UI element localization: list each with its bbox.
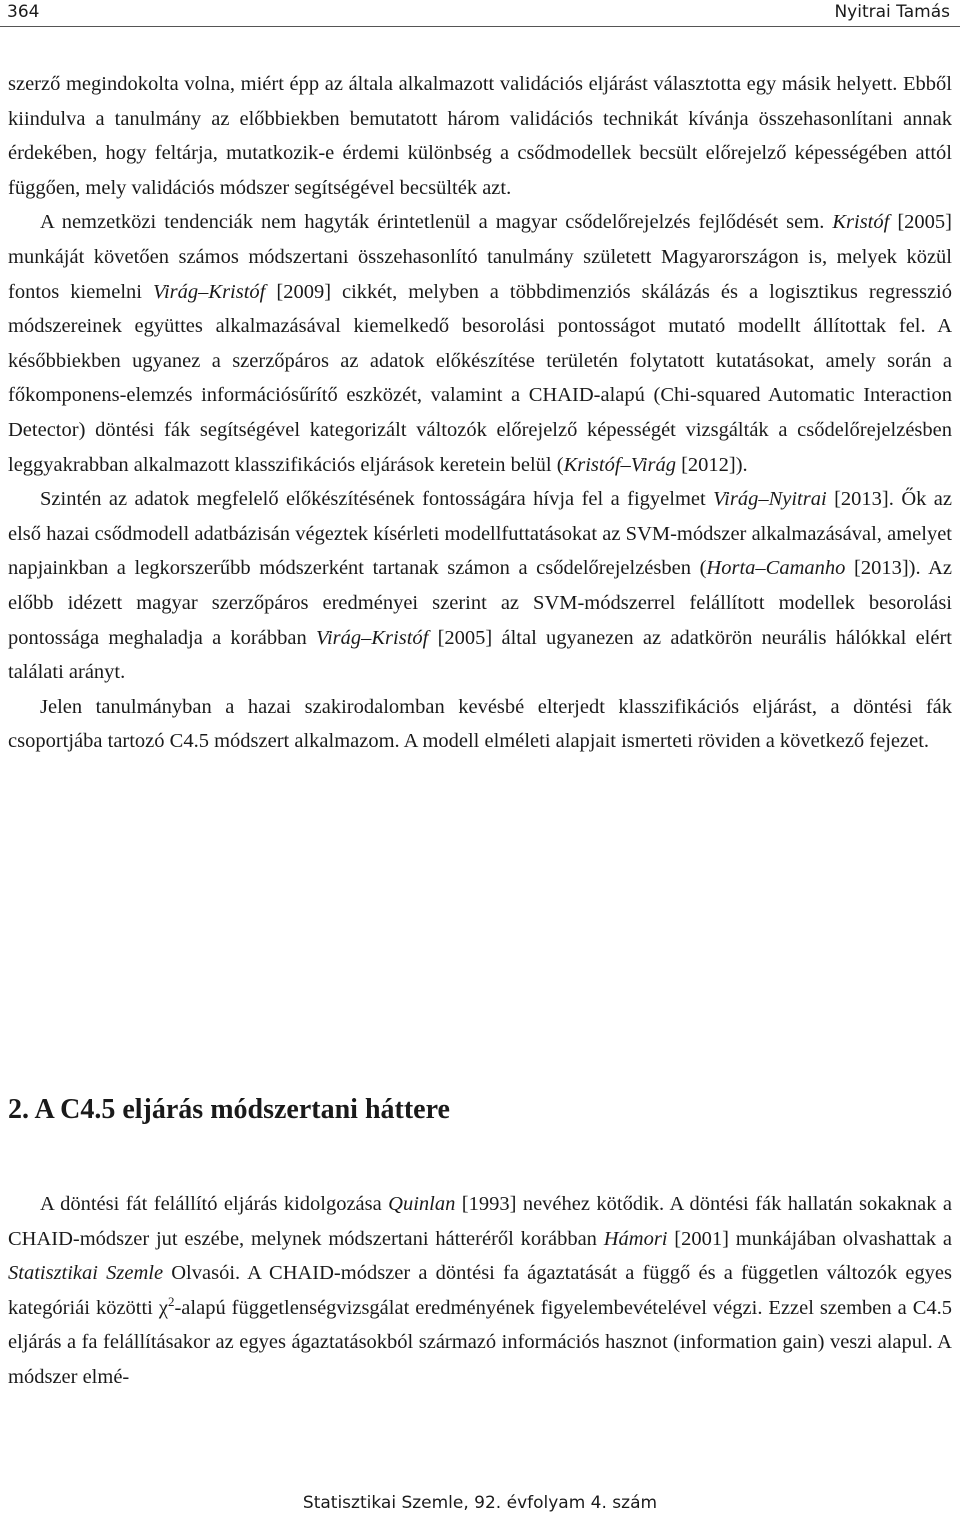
text-run: [2013]). Az előbb idézett magyar szerzőpáros eredményei szerint az SVM-módszerrel felállított modellek besorolási pontossága meghaladja a korábban (8, 557, 952, 649)
text-run: [2005] munkáját követően számos módszertani összehasonlító tanulmány született Magyarországon is, melyek közül fontos kiemelni (8, 211, 952, 303)
page-header (0, 0, 960, 27)
citation: Virág–Nyitrai (713, 488, 827, 511)
paragraph-3 (8, 482, 952, 690)
text-run: [2012]). (675, 453, 748, 476)
citation: Kristóf (832, 211, 890, 234)
text-run: [2001] munkájában olvashattak a (667, 1227, 952, 1250)
text-run: [2013]. Ők az első hazai csődmodell adatbázisán végeztek kísérleti modellfuttatásokat az SVM-módszer alkalmazásával, amelyet napjainkban a legkorszerűbb módszerként tartanak számon a csődelőrejelzésben ( (8, 488, 953, 580)
text-run: Olvasói. A CHAID-módszer a döntési fa ágaztatását a függő és a független változók egyes kategóriái közötti χ (8, 1262, 952, 1319)
text-run: [2009] cikkét, melyben a többdimenziós skálázás és a logisztikus regresszió módszereinek együttes alkalmazásával kiemelkedő besorolási pontosságot mutató modellt állítottak fel. A későbbiekben ugyanez a szerzőpáros az adatok előkészítése területén folytatott kutatásokat, amely során a főkomponens-elemzés információsűrítő eszközét, valamint a CHAID-alapú (Chi-squared Automatic Interaction Detector) döntési fák segítségével kategorizált változók előrejelző képességét vizsgálták a csődelőrejelzésben leggyakrabban alkalmazott klasszifikációs eljárások keretein belül ( (8, 280, 952, 476)
section-heading: 2. A C4.5 eljárás módszertani háttere (8, 1094, 450, 1125)
citation: Horta–Camanho (706, 557, 846, 580)
section-body (8, 1187, 952, 1395)
citation: Virág–Kristóf (315, 626, 429, 649)
running-author: Nyitrai Tamás (834, 2, 950, 22)
paragraph-2 (8, 205, 952, 482)
text-run: A nemzetközi tendenciák nem hagyták érintetlenül a magyar csődelőrejelzés fejlődését sem. (40, 211, 833, 234)
superscript: 2 (167, 1293, 175, 1309)
paragraph-5 (8, 1187, 952, 1395)
page-footer: Statisztikai Szemle, 92. évfolyam 4. szám (302, 1493, 658, 1513)
citation: Virág–Kristóf (152, 280, 266, 303)
text-run: A döntési fát felállító eljárás kidolgozása (40, 1193, 389, 1215)
citation: Hámori (603, 1227, 668, 1250)
text-run: [2005] által ugyanezen az adatkörön neurális hálókkal elért találati arányt. (8, 626, 952, 684)
citation: Kristóf–Virág (563, 453, 676, 476)
text-run: Szintén az adatok megfelelő előkészítésének fontosságára hívja fel a figyelmet (40, 488, 714, 511)
article-body (8, 67, 952, 759)
text-run: -alapú függetlenségvizsgálat eredményének figyelembevételével végzi. Ezzel szemben a C4.5 eljárás a fa felállításakor az egyes ágaztatásokból származó információs hasznot (information gain) veszi alapul. A módszer elmé- (8, 1296, 953, 1388)
text-run: szerző megindokolta volna, miért épp az általa alkalmazott validációs eljárást választotta egy másik helyett. Ebből kiindulva a tanulmány az előbbiekben bemutatott három validációs technikát kívánja összehasonlítani annak érdekében, hogy feltárja, mutatkozik-e érdemi különbség a csődmodellek becsült előrejelző képességében attól függően, mely validációs módszer segítségével becsülték azt. (8, 73, 952, 199)
journal-name: Statisztikai Szemle (8, 1262, 164, 1285)
text-run: Jelen tanulmányban a hazai szakirodalomban kevésbé elterjedt klasszifikációs eljárást, a döntési fák csoportjába tartozó C4.5 módszert alkalmazom. A modell elméleti alapjait ismerteti röviden a következő fejezet. (8, 695, 952, 753)
page-number: 364 (7, 2, 40, 22)
citation: Quinlan (388, 1193, 456, 1215)
paragraph-1 (8, 67, 952, 205)
paragraph-4 (8, 690, 952, 759)
text-run: [1993] nevéhez kötődik. A döntési fák hallatán sokaknak a CHAID-módszer jut eszébe, melynek módszertani hátteréről korábban (8, 1193, 952, 1250)
